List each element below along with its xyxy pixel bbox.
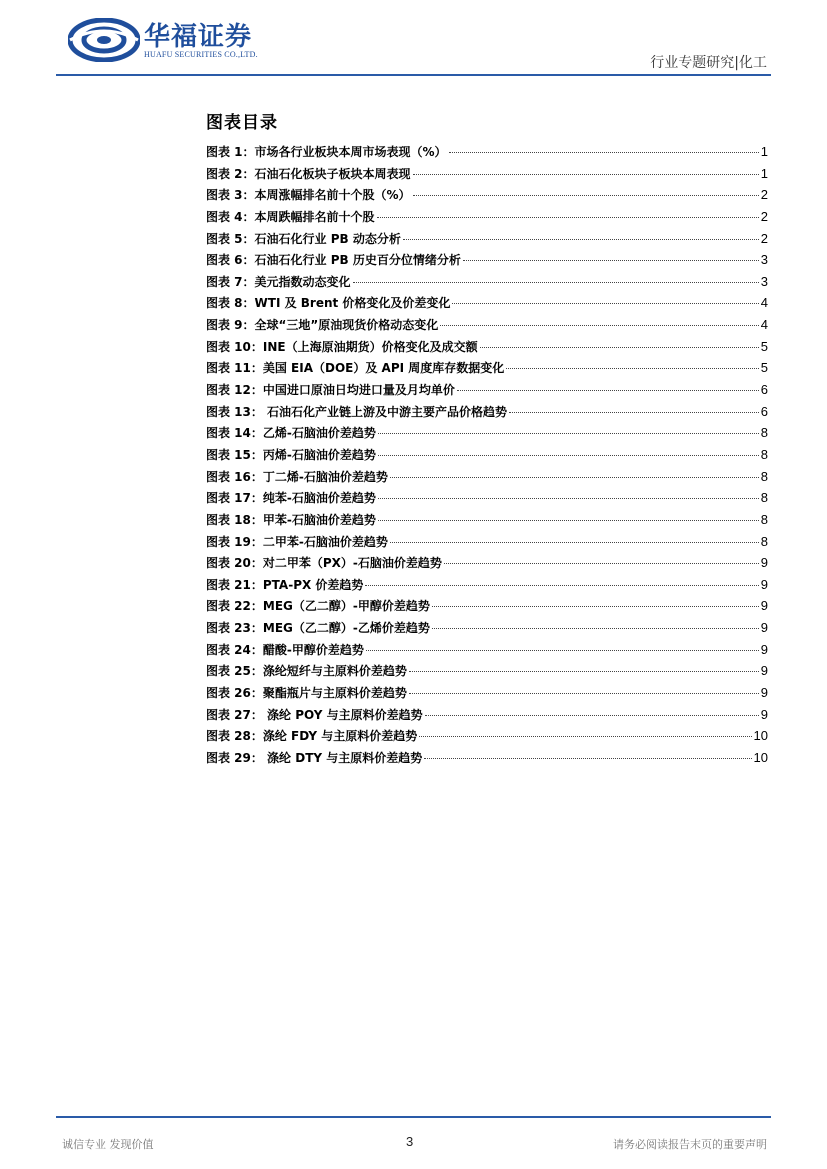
toc-leader-dots bbox=[452, 303, 758, 304]
toc-entry[interactable] bbox=[206, 554, 768, 576]
toc-leader-dots bbox=[444, 563, 759, 564]
toc-entry[interactable] bbox=[206, 316, 768, 338]
toc-entry-label[interactable]: 图表 11：美国 EIA（DOE）及 API 周度库存数据变化 bbox=[206, 361, 505, 376]
toc-entry-label[interactable]: 图表 15：丙烯-石脑油价差趋势 bbox=[206, 447, 376, 462]
huafu-logo-icon bbox=[68, 18, 140, 62]
toc-entry[interactable] bbox=[206, 684, 768, 706]
toc-entry-label[interactable]: 图表 10：INE（上海原油期货）价格变化及成交额 bbox=[206, 339, 478, 354]
toc-entry-label[interactable]: 图表 16：丁二烯-石脑油价差趋势 bbox=[206, 469, 388, 484]
toc-leader-dots bbox=[432, 628, 759, 629]
toc-entry-page[interactable]: 9 bbox=[760, 706, 768, 722]
toc-entry-page[interactable]: 9 bbox=[760, 576, 768, 592]
footer-divider bbox=[56, 1116, 771, 1118]
toc-entry[interactable] bbox=[206, 143, 768, 165]
toc-entry[interactable] bbox=[206, 489, 768, 511]
toc-entry-label[interactable]: 图表 7：美元指数动态变化 bbox=[206, 274, 351, 289]
toc-entry-label[interactable]: 图表 5：石油石化行业 PB 动态分析 bbox=[206, 231, 401, 246]
toc-title: 图表目录 bbox=[206, 113, 278, 133]
report-category: 行业专题研究|化工 bbox=[650, 55, 767, 71]
table-of-figures bbox=[206, 143, 768, 771]
toc-leader-dots bbox=[440, 325, 758, 326]
toc-leader-dots bbox=[409, 693, 759, 694]
toc-entry[interactable] bbox=[206, 165, 768, 187]
toc-entry-label[interactable]: 图表 3：本周涨幅排名前十个股（%） bbox=[206, 188, 411, 203]
toc-entry[interactable] bbox=[206, 381, 768, 403]
toc-entry[interactable] bbox=[206, 186, 768, 208]
toc-entry-label[interactable]: 图表 18：甲苯-石脑油价差趋势 bbox=[206, 512, 376, 527]
toc-entry-label[interactable]: 图表 21：PTA-PX 价差趋势 bbox=[206, 577, 364, 592]
toc-entry-page[interactable]: 9 bbox=[760, 663, 768, 679]
toc-entry-page[interactable]: 2 bbox=[760, 230, 768, 246]
toc-leader-dots bbox=[413, 174, 759, 175]
toc-entry-page[interactable]: 3 bbox=[760, 252, 768, 268]
toc-entry-label[interactable]: 图表 14：乙烯-石脑油价差趋势 bbox=[206, 426, 376, 441]
toc-leader-dots bbox=[378, 520, 759, 521]
toc-leader-dots bbox=[390, 477, 759, 478]
toc-entry[interactable] bbox=[206, 576, 768, 598]
toc-entry[interactable] bbox=[206, 208, 768, 230]
toc-entry-page[interactable]: 2 bbox=[760, 187, 768, 203]
footer-disclaimer: 请务必阅读报告末页的重要声明 bbox=[613, 1138, 767, 1151]
toc-entry-page[interactable]: 10 bbox=[753, 749, 768, 765]
header-divider bbox=[56, 74, 771, 76]
logo-english-name: HUAFU SECURITIES CO.,LTD. bbox=[144, 50, 258, 59]
toc-entry-label[interactable]: 图表 26：聚酯瓶片与主原料价差趋势 bbox=[206, 686, 407, 701]
toc-leader-dots bbox=[506, 368, 758, 369]
toc-leader-dots bbox=[409, 671, 759, 672]
toc-leader-dots bbox=[509, 412, 759, 413]
toc-entry-page[interactable]: 1 bbox=[760, 144, 768, 159]
toc-entry[interactable] bbox=[206, 424, 768, 446]
toc-entry[interactable] bbox=[206, 533, 768, 555]
toc-entry-label[interactable]: 图表 8：WTI 及 Brent 价格变化及价差变化 bbox=[206, 296, 451, 311]
toc-entry[interactable] bbox=[206, 662, 768, 684]
toc-leader-dots bbox=[457, 390, 759, 391]
logo-chinese-name: 华福证券 bbox=[144, 22, 253, 52]
toc-entry-label[interactable]: 图表 6：石油石化行业 PB 历史百分位情绪分析 bbox=[206, 253, 461, 268]
toc-entry-label[interactable]: 图表 22：MEG（乙二醇）-甲醇价差趋势 bbox=[206, 599, 430, 614]
toc-entry-page[interactable]: 4 bbox=[760, 295, 768, 311]
toc-entry-page[interactable]: 6 bbox=[760, 403, 768, 419]
toc-entry-page[interactable]: 9 bbox=[760, 685, 768, 701]
toc-entry[interactable] bbox=[206, 597, 768, 619]
toc-entry-page[interactable]: 5 bbox=[760, 338, 768, 354]
toc-entry[interactable] bbox=[206, 446, 768, 468]
toc-entry[interactable] bbox=[206, 706, 768, 728]
toc-entry-label[interactable]: 图表 20：对二甲苯（PX）-石脑油价差趋势 bbox=[206, 556, 442, 571]
toc-leader-dots bbox=[378, 498, 759, 499]
toc-entry-label[interactable]: 图表 12：中国进口原油日均进口量及月均单价 bbox=[206, 383, 455, 398]
toc-leader-dots bbox=[419, 736, 751, 737]
toc-entry[interactable] bbox=[206, 641, 768, 663]
toc-leader-dots bbox=[463, 260, 759, 261]
toc-entry[interactable] bbox=[206, 511, 768, 533]
toc-entry[interactable] bbox=[206, 403, 768, 425]
toc-leader-dots bbox=[378, 433, 759, 434]
page-header bbox=[0, 0, 827, 80]
toc-entry-page[interactable]: 10 bbox=[753, 728, 768, 744]
toc-entry[interactable] bbox=[206, 251, 768, 273]
toc-entry[interactable] bbox=[206, 727, 768, 749]
toc-entry-label[interactable]: 图表 28：涤纶 FDY 与主原料价差趋势 bbox=[206, 729, 418, 744]
toc-leader-dots bbox=[480, 347, 759, 348]
toc-leader-dots bbox=[432, 606, 759, 607]
toc-entry-page[interactable]: 8 bbox=[760, 468, 768, 484]
footer-slogan: 诚信专业 发现价值 bbox=[62, 1138, 154, 1151]
toc-entry[interactable] bbox=[206, 749, 768, 771]
toc-leader-dots bbox=[403, 239, 759, 240]
toc-entry-page[interactable]: 4 bbox=[760, 317, 768, 333]
toc-leader-dots bbox=[365, 585, 758, 586]
toc-entry-page[interactable]: 1 bbox=[760, 165, 768, 181]
toc-entry-label[interactable]: 图表 29： 涤纶 DTY 与主原料价差趋势 bbox=[206, 750, 423, 765]
toc-entry-page[interactable]: 5 bbox=[760, 360, 768, 376]
toc-entry-page[interactable]: 8 bbox=[760, 533, 768, 549]
toc-entry-page[interactable]: 8 bbox=[760, 425, 768, 441]
toc-entry-page[interactable]: 9 bbox=[760, 620, 768, 636]
toc-entry[interactable] bbox=[206, 619, 768, 641]
toc-entry-label[interactable]: 图表 13： 石油石化产业链上游及中游主要产品价格趋势 bbox=[206, 404, 508, 419]
toc-leader-dots bbox=[353, 282, 759, 283]
toc-entry-label[interactable]: 图表 23：MEG（乙二醇）-乙烯价差趋势 bbox=[206, 621, 430, 636]
toc-entry-page[interactable]: 9 bbox=[760, 641, 768, 657]
toc-entry-label[interactable]: 图表 1：市场各行业板块本周市场表现（%） bbox=[206, 145, 447, 159]
page-number: 3 bbox=[406, 1134, 414, 1149]
toc-entry-page[interactable]: 8 bbox=[760, 446, 768, 462]
toc-entry-label[interactable]: 图表 25：涤纶短纤与主原料价差趋势 bbox=[206, 664, 407, 679]
toc-entry[interactable] bbox=[206, 230, 768, 252]
toc-entry-page[interactable]: 8 bbox=[760, 490, 768, 506]
toc-leader-dots bbox=[377, 217, 759, 218]
toc-leader-dots bbox=[413, 195, 759, 196]
toc-leader-dots bbox=[425, 715, 759, 716]
toc-entry[interactable] bbox=[206, 338, 768, 360]
toc-leader-dots bbox=[449, 152, 759, 153]
toc-entry[interactable] bbox=[206, 273, 768, 295]
toc-entry[interactable] bbox=[206, 294, 768, 316]
toc-entry-label[interactable]: 图表 19：二甲苯-石脑油价差趋势 bbox=[206, 534, 388, 549]
toc-entry-label[interactable]: 图表 17：纯苯-石脑油价差趋势 bbox=[206, 491, 376, 506]
toc-leader-dots bbox=[424, 758, 751, 759]
huafu-logo bbox=[68, 14, 288, 66]
toc-entry-label[interactable]: 图表 2：石油石化板块子板块本周表现 bbox=[206, 166, 411, 181]
toc-entry[interactable] bbox=[206, 359, 768, 381]
toc-entry-page[interactable]: 9 bbox=[760, 555, 768, 571]
toc-entry-label[interactable]: 图表 9：全球“三地”原油现货价格动态变化 bbox=[206, 318, 439, 333]
toc-entry-label[interactable]: 图表 4：本周跌幅排名前十个股 bbox=[206, 209, 375, 224]
toc-entry-page[interactable]: 3 bbox=[760, 273, 768, 289]
toc-entry-label[interactable]: 图表 24：醋酸-甲醇价差趋势 bbox=[206, 642, 364, 657]
toc-leader-dots bbox=[366, 650, 759, 651]
toc-entry-page[interactable]: 6 bbox=[760, 382, 768, 398]
toc-leader-dots bbox=[390, 542, 759, 543]
toc-entry-label[interactable]: 图表 27： 涤纶 POY 与主原料价差趋势 bbox=[206, 707, 423, 722]
toc-entry[interactable] bbox=[206, 468, 768, 490]
toc-leader-dots bbox=[378, 455, 759, 456]
toc-entry-page[interactable]: 8 bbox=[760, 511, 768, 527]
toc-entry-page[interactable]: 9 bbox=[760, 598, 768, 614]
toc-entry-page[interactable]: 2 bbox=[760, 208, 768, 224]
